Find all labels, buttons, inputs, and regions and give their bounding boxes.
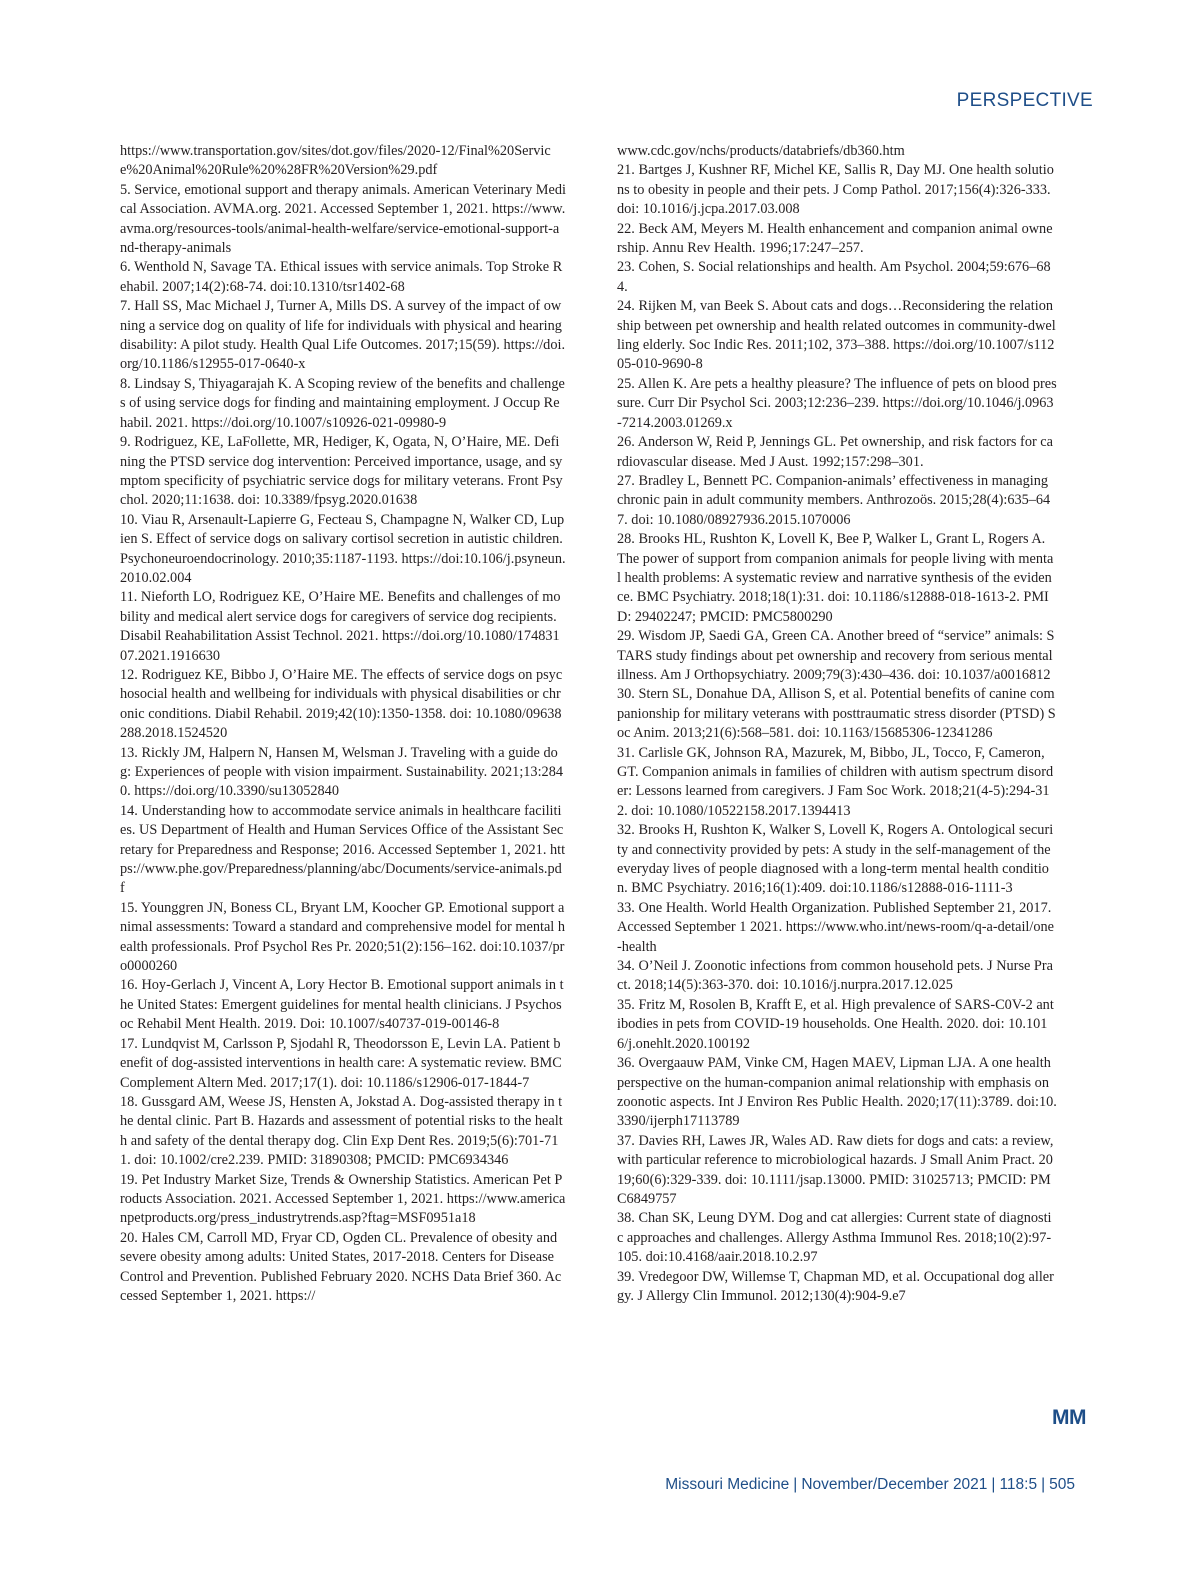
section-label: PERSPECTIVE — [956, 90, 1093, 111]
reference-entry: 28. Brooks HL, Rushton K, Lovell K, Bee P, Walker L, Grant L, Rogers A. The power of support from companion animals for people living with mental health problems: A systematic review and narrative synthesis of the evidence. BMC Psychiatry. 2018;18(1):31. doi: 10.1186/s12888-018-1613-2. PMID: 29402247; PMCID: PMC5800290 — [617, 531, 1054, 625]
reference-entry: 34. O’Neil J. Zoonotic infections from common household pets. J Nurse Pract. 2018;14(5):363-370. doi: 10.1016/j.nurpra.2017.12.025 — [617, 958, 1053, 994]
end-of-article-mark: MM — [1052, 1406, 1086, 1429]
reference-entry: 31. Carlisle GK, Johnson RA, Mazurek, M, Bibbo, JL, Tocco, F, Cameron, GT. Companion animals in families of children with autism spectrum disorder: Lessons learned from caregivers. J Fam Soc Work. 2018;21(4-5):294-312. doi: 10.1080/10522158.2017.1394413 — [617, 744, 1054, 819]
reference-entry: 24. Rijken M, van Beek S. About cats and dogs…Reconsidering the relationship between pet ownership and health related outcomes in community-dwelling elderly. Soc Indic Res. 2011;102, 373–388. https://doi.org/10.1007/s11205-010-9690-8 — [617, 298, 1056, 373]
reference-entry: 18. Gussgard AM, Weese JS, Hensten A, Jokstad A. Dog-assisted therapy in the dental clinic. Part B. Hazards and assessment of potential risks to the health and safety of the dental therapy dog. Clin Exp Dent Res. 2019;5(6):701-711. doi: 10.1002/cre2.239. PMID: 31890308; PMCID: PMC6934346 — [120, 1093, 563, 1169]
references-right-column — [617, 142, 1057, 1306]
reference-entry: 14. Understanding how to accommodate service animals in healthcare facilities. US Department of Health and Human Services Office of the Assistant Secretary for Preparedness and Response; 2016. Accessed September 1, 2021. https://www.phe.gov/Preparedness/planning/abc/Documents/service-animals.pdf — [120, 802, 566, 897]
reference-entry: 19. Pet Industry Market Size, Trends & Ownership Statistics. American Pet Products Association. 2021. Accessed September 1, 2021. https://www.americanpetproducts.org/press_industrytrends.asp?ftag=MSF0951a18 — [120, 1171, 566, 1227]
reference-entry: 21. Bartges J, Kushner RF, Michel KE, Sallis R, Day MJ. One health solutions to obesity in people and their pets. J Comp Pathol. 2017;156(4):326-333. doi: 10.1016/j.jcpa.2017.03.008 — [617, 162, 1054, 218]
footer-separator: | — [991, 1476, 996, 1493]
reference-entry: 29. Wisdom JP, Saedi GA, Green CA. Another breed of “service” animals: STARS study findings about pet ownership and recovery from serious mental illness. Am J Orthopsychiatry. 2009;79(3):430–436. doi: 10.1037/a0016812 — [617, 628, 1055, 683]
reference-entry: 17. Lundqvist M, Carlsson P, Sjodahl R, Theodorsson E, Levin LA. Patient benefit of dog-assisted interventions in health care: A systematic review. BMC Complement Altern Med. 2017;17(1). doi: 10.1186/s12906-017-1844-7 — [120, 1035, 562, 1091]
reference-entry: 7. Hall SS, Mac Michael J, Turner A, Mills DS. A survey of the impact of owning a service dog on quality of life for individuals with physical and hearing disability: A pilot study. Health Qual Life Outcomes. 2017;15(59). https://doi.org/10.1186/s12955-017-0640-x — [120, 298, 566, 373]
footer-volume: 118:5 — [999, 1476, 1038, 1493]
reference-entry: 35. Fritz M, Rosolen B, Krafft E, et al. High prevalence of SARS-C0V-2 antibodies in pets from COVID-19 households. One Health. 2020. doi: 10.1016/j.onehlt.2020.100192 — [617, 996, 1054, 1052]
reference-entry: 23. Cohen, S. Social relationships and health. Am Psychol. 2004;59:676–684. — [617, 259, 1051, 295]
footer-issue: November/December 2021 — [801, 1476, 988, 1493]
reference-entry: 12. Rodriguez KE, Bibbo J, O’Haire ME. The effects of service dogs on psychosocial health and wellbeing for individuals with physical disabilities or chronic conditions. Diabil Rehabil. 2019;42(10):1350-1358. doi: 10.1080/09638288.2018.1524520 — [120, 666, 563, 742]
reference-entry: 39. Vredegoor DW, Willemse T, Chapman MD, et al. Occupational dog allergy. J Allergy Clin Immunol. 2012;130(4):904-9.e7 — [617, 1268, 1054, 1304]
reference-entry: 36. Overgaauw PAM, Vinke CM, Hagen MAEV, Lipman LJA. A one health perspective on the human-companion animal relationship with emphasis on zoonotic aspects. Int J Environ Res Public Health. 2020;17(11):3789. doi:10.3390/ijerph17113789 — [617, 1055, 1057, 1130]
reference-entry: 22. Beck AM, Meyers M. Health enhancement and companion animal ownership. Annu Rev Health. 1996;17:247–257. — [617, 220, 1053, 257]
reference-entry: 5. Service, emotional support and therapy animals. American Veterinary Medical Association. AVMA.org. 2021. Accessed September 1, 2021. https://www.avma.org/resources-tools/animal-health-welfare/service-emotional-support-and-therapy-animals — [120, 181, 566, 257]
reference-entry: 33. One Health. World Health Organization. Published September 21, 2017. Accessed September 1 2021. https://www.who.int/news-room/q-a-detail/one-health — [617, 899, 1055, 955]
reference-entry: 9. Rodriguez, KE, LaFollette, MR, Hediger, K, Ogata, N, O’Haire, ME. Defining the PTSD service dog intervention: Perceived importance, usage, and symptom specificity of psychiatric service dogs for military veterans. Front Psychol. 2020;11:1638. doi: 10.3389/fpsyg.2020.01638 — [120, 434, 563, 509]
reference-entry: 6. Wenthold N, Savage TA. Ethical issues with service animals. Top Stroke Rehabil. 2007;14(2):68-74. doi:10.1310/tsr1402-68 — [120, 259, 563, 295]
references-left-column — [120, 142, 566, 1306]
reference-entry: 32. Brooks H, Rushton K, Walker S, Lovell K, Rogers A. Ontological security and connectivity provided by pets: A study in the self-management of the everyday lives of people diagnosed with a long-term mental health condition. BMC Psychiatry. 2016;16(1):409. doi:10.1186/s12888-016-1111-3 — [617, 822, 1054, 897]
reference-entry: 16. Hoy-Gerlach J, Vincent A, Lory Hector B. Emotional support animals in the United States: Emergent guidelines for mental health clinicians. J Psychosoc Rehabil Ment Health. 2019. Doi: 10.1007/s40737-019-00146-8 — [120, 977, 564, 1033]
reference-entry: 11. Nieforth LO, Rodriguez KE, O’Haire ME. Benefits and challenges of mobility and medical alert service dogs for caregivers of service dog recipients. Disabil Reahabilitation Assist Technol. 2021. https://doi.org/10.1080/17483107.2021.1916630 — [120, 589, 561, 664]
reference-entry: www.cdc.gov/nchs/products/databriefs/db360.htm — [617, 143, 905, 159]
reference-entry: 30. Stern SL, Donahue DA, Allison S, et al. Potential benefits of canine companionship for military veterans with posttraumatic stress disorder (PTSD) Soc Anim. 2013;21(6):568–581. doi: 10.1163/15685306-12341286 — [617, 686, 1056, 742]
reference-entry: 8. Lindsay S, Thiyagarajah K. A Scoping review of the benefits and challenges of using service dogs for finding and maintaining employment. J Occup Rehabil. 2021. https://doi.org/10.1007/s10926-021-09980-9 — [120, 375, 565, 431]
reference-entry: 38. Chan SK, Leung DYM. Dog and cat allergies: Current state of diagnostic approaches and challenges. Allergy Asthma Immunol Res. 2018;10(2):97-105. doi:10.4168/aair.2018.10.2.97 — [617, 1210, 1052, 1266]
reference-entry: 20. Hales CM, Carroll MD, Fryar CD, Ogden CL. Prevalence of obesity and severe obesity among adults: United States, 2017-2018. Centers for Disease Control and Prevention. Published February 2020. NCHS Data Brief 360. Accessed September 1, 2021. https:// — [120, 1229, 562, 1304]
reference-entry: https://www.transportation.gov/sites/dot.gov/files/2020-12/Final%20Service%20Animal%20Rule%20%28FR%20Version%29.pdf — [120, 143, 551, 179]
reference-entry: 15. Younggren JN, Boness CL, Bryant LM, Koocher GP. Emotional support animal assessments: Toward a standard and comprehensive model for mental health professionals. Prof Psychol Res Pr. 2020;51(2):156–162. doi:10.1037/pro0000260 — [120, 899, 565, 975]
reference-entry: 26. Anderson W, Reid P, Jennings GL. Pet ownership, and risk factors for cardiovascular disease. Med J Aust. 1992;157:298–301. — [617, 434, 1053, 470]
reference-entry: 27. Bradley L, Bennett PC. Companion-animals’ effectiveness in managing chronic pain in adult community members. Anthrozoös. 2015;28(4):635–647. doi: 10.1080/08927936.2015.1070006 — [617, 472, 1051, 528]
reference-entry: 37. Davies RH, Lawes JR, Wales AD. Raw diets for dogs and cats: a review, with particular reference to microbiological hazards. J Small Anim Pract. 2019;60(6):329-339. doi: 10.1111/jsap.13000. PMID: 31025713; PMCID: PMC6849757 — [617, 1132, 1054, 1207]
footer-separator: | — [793, 1476, 798, 1493]
reference-entry: 25. Allen K. Are pets a healthy pleasure? The influence of pets on blood pressure. Curr Dir Psychol Sci. 2003;12:236–239. https://doi.org/10.1046/j.0963-7214.2003.01269.x — [617, 375, 1057, 431]
footer-separator: | — [1041, 1476, 1046, 1493]
page-footer — [665, 1476, 1075, 1494]
footer-page-number: 505 — [1049, 1476, 1075, 1493]
reference-entry: 10. Viau R, Arsenault-Lapierre G, Fecteau S, Champagne N, Walker CD, Lupien S. Effect of service dogs on salivary cortisol secretion in autistic children. Psychoneuroendocrinology. 2010;35:1187-1193. https://doi:10.106/j.psyneun.2010.02.004 — [120, 511, 566, 586]
footer-journal: Missouri Medicine — [665, 1476, 790, 1493]
reference-entry: 13. Rickly JM, Halpern N, Hansen M, Welsman J. Traveling with a guide dog: Experiences of people with vision impairment. Sustainability. 2021;13:2840. https://doi.org/10.3390/su13052840 — [120, 744, 564, 800]
